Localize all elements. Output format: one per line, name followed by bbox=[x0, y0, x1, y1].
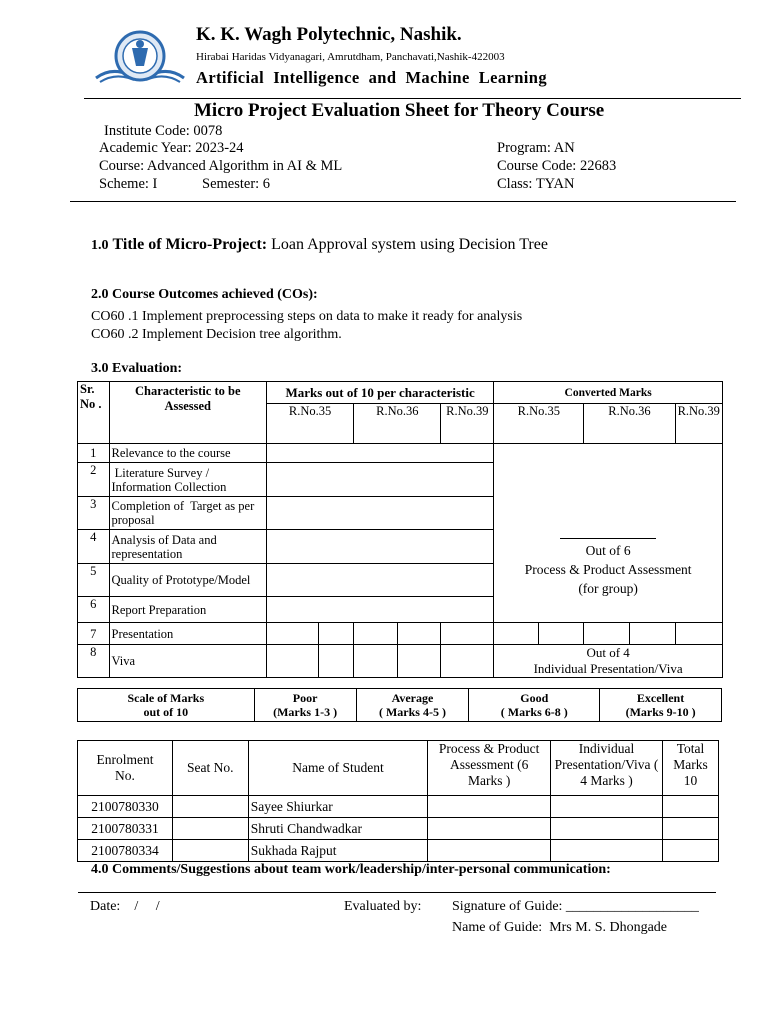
total-marks-header: Total Marks 10 bbox=[663, 741, 719, 796]
marks-cell[interactable] bbox=[441, 623, 494, 645]
scale-poor-label: Poor bbox=[292, 691, 318, 705]
individual-marks-cell[interactable] bbox=[551, 796, 663, 818]
header-divider bbox=[84, 98, 741, 99]
enrolment-no: 2100780330 bbox=[78, 796, 173, 818]
converted-cell[interactable] bbox=[675, 623, 722, 645]
group-assessment-sub: (for group) bbox=[578, 581, 638, 596]
scale-average-label: Average bbox=[391, 691, 434, 705]
marks-rno-35: R.No.35 bbox=[266, 404, 353, 444]
sr-no-header: Sr. No . bbox=[78, 382, 110, 444]
converted-rno-36: R.No.36 bbox=[584, 404, 675, 444]
table-row bbox=[78, 840, 719, 862]
row-characteristic: Report Preparation bbox=[109, 597, 266, 623]
marks-cell[interactable] bbox=[266, 463, 493, 497]
scheme: Scheme: I bbox=[99, 176, 158, 192]
guide-signature-field[interactable]: Signature of Guide: ___________________ bbox=[452, 899, 699, 914]
scale-excellent-range: (Marks 9-10 ) bbox=[625, 705, 696, 719]
institute-name: K. K. Wagh Polytechnic, Nashik. bbox=[196, 24, 462, 45]
total-marks-cell[interactable] bbox=[663, 818, 719, 840]
table-row bbox=[78, 796, 719, 818]
institute-address: Hirabai Haridas Vidyanagari, Amrutdham, Panchavati,Nashik-422003 bbox=[196, 51, 505, 63]
group-assessment-cell[interactable] bbox=[494, 444, 723, 623]
date-field[interactable]: Date: / / bbox=[90, 899, 160, 914]
marks-cell[interactable] bbox=[354, 645, 398, 678]
info-divider bbox=[70, 201, 736, 202]
individual-out-of: Out of 4 bbox=[586, 645, 630, 660]
row-sr: 2 bbox=[78, 463, 110, 497]
individual-marks-header: Individual Presentation/Viva ( 4 Marks ) bbox=[551, 741, 663, 796]
marks-cell[interactable] bbox=[441, 645, 494, 678]
student-name-header: Name of Student bbox=[248, 741, 428, 796]
row-sr: 8 bbox=[78, 645, 110, 678]
marks-cell[interactable] bbox=[266, 623, 318, 645]
scale-of-marks-table bbox=[77, 688, 722, 722]
row-characteristic: Literature Survey / Information Collection bbox=[109, 463, 266, 497]
row-characteristic: Completion of Target as per proposal bbox=[109, 497, 266, 530]
converted-cell[interactable] bbox=[630, 623, 675, 645]
college-logo bbox=[92, 26, 188, 86]
evaluation-heading: 3.0 Evaluation: bbox=[91, 361, 183, 376]
scale-label-line1: Scale of Marks bbox=[127, 691, 205, 705]
evaluated-by-label: Evaluated by: bbox=[344, 899, 422, 914]
row-sr: 1 bbox=[78, 444, 110, 463]
scale-excellent bbox=[600, 689, 722, 722]
class-name: Class: TYAN bbox=[497, 176, 575, 192]
project-title-label: Title of Micro-Project: bbox=[112, 236, 268, 253]
enrolment-no: 2100780334 bbox=[78, 840, 173, 862]
converted-cell[interactable] bbox=[584, 623, 630, 645]
converted-cell[interactable] bbox=[539, 623, 584, 645]
evaluation-table bbox=[77, 381, 723, 678]
student-name: Sukhada Rajput bbox=[248, 840, 428, 862]
seat-no-cell[interactable] bbox=[172, 796, 248, 818]
scale-average-range: ( Marks 4-5 ) bbox=[378, 705, 446, 719]
table-row bbox=[78, 444, 723, 463]
row-sr: 6 bbox=[78, 597, 110, 623]
group-out-of: Out of 6 bbox=[585, 543, 631, 558]
enrolment-no: 2100780331 bbox=[78, 818, 173, 840]
marks-cell[interactable] bbox=[266, 564, 493, 597]
scale-good-range: ( Marks 6-8 ) bbox=[500, 705, 568, 719]
process-marks-cell[interactable] bbox=[428, 796, 551, 818]
scale-average bbox=[356, 689, 469, 722]
row-sr: 3 bbox=[78, 497, 110, 530]
comments-line bbox=[78, 892, 716, 893]
table-row bbox=[78, 623, 723, 645]
row-characteristic: Analysis of Data and representation bbox=[109, 530, 266, 564]
program: Program: AN bbox=[497, 140, 575, 156]
converted-marks-header: Converted Marks bbox=[494, 382, 723, 404]
course-code: Course Code: 22683 bbox=[497, 158, 617, 174]
scale-good bbox=[469, 689, 600, 722]
scale-label bbox=[78, 689, 255, 722]
scale-poor-range: (Marks 1-3 ) bbox=[273, 705, 338, 719]
student-name: Shruti Chandwadkar bbox=[248, 818, 428, 840]
semester: Semester: 6 bbox=[202, 176, 271, 192]
marks-cell[interactable] bbox=[266, 497, 493, 530]
row-characteristic: Viva bbox=[109, 645, 266, 678]
seat-no-cell[interactable] bbox=[172, 818, 248, 840]
total-marks-cell[interactable] bbox=[663, 796, 719, 818]
scale-label-line2: out of 10 bbox=[143, 705, 189, 719]
total-marks-cell[interactable] bbox=[663, 840, 719, 862]
individual-assessment-label: Individual Presentation/Viva bbox=[533, 661, 683, 676]
academic-year: Academic Year: 2023-24 bbox=[99, 140, 244, 156]
course-outcomes-heading: 2.0 Course Outcomes achieved (COs): bbox=[91, 287, 318, 302]
marks-cell[interactable] bbox=[398, 623, 441, 645]
guide-name: Name of Guide: Mrs M. S. Dhongade bbox=[452, 920, 668, 935]
scale-poor bbox=[254, 689, 356, 722]
marks-cell[interactable] bbox=[354, 623, 398, 645]
sheet-title: Micro Project Evaluation Sheet for Theory Course bbox=[194, 100, 605, 121]
table-row bbox=[78, 818, 719, 840]
seat-no-cell[interactable] bbox=[172, 840, 248, 862]
enrolment-header: Enrolment No. bbox=[78, 741, 173, 796]
row-characteristic: Quality of Prototype/Model bbox=[109, 564, 266, 597]
marks-cell[interactable] bbox=[318, 645, 353, 678]
scale-good-label: Good bbox=[520, 691, 549, 705]
seat-no-header: Seat No. bbox=[172, 741, 248, 796]
course-outcome-1: CO60 .1 Implement preprocessing steps on data to make it ready for analysis bbox=[91, 309, 523, 324]
marks-cell[interactable] bbox=[318, 623, 353, 645]
students-table bbox=[77, 740, 719, 862]
process-marks-cell[interactable] bbox=[428, 818, 551, 840]
row-characteristic: Relevance to the course bbox=[109, 444, 266, 463]
student-name: Sayee Shiurkar bbox=[248, 796, 428, 818]
converted-rno-35: R.No.35 bbox=[494, 404, 584, 444]
institute-code: Institute Code: 0078 bbox=[104, 123, 223, 139]
comments-heading: 4.0 Comments/Suggestions about team work/leadership/inter-personal communication: bbox=[91, 862, 611, 877]
group-assessment-label: Process & Product Assessment bbox=[524, 562, 692, 577]
individual-assessment-cell[interactable] bbox=[494, 645, 723, 678]
marks-cell[interactable] bbox=[266, 597, 493, 623]
individual-marks-cell[interactable] bbox=[551, 818, 663, 840]
converted-rno-39: R.No.39 bbox=[675, 404, 722, 444]
row-sr: 7 bbox=[78, 623, 110, 645]
project-title-value: Loan Approval system using Decision Tree bbox=[271, 236, 548, 253]
individual-marks-cell[interactable] bbox=[551, 840, 663, 862]
table-row bbox=[78, 645, 723, 678]
process-marks-header: Process & Product Assessment (6 Marks ) bbox=[428, 741, 551, 796]
group-score-line bbox=[560, 538, 656, 539]
characteristic-header: Characteristic to be Assessed bbox=[109, 382, 266, 444]
row-sr: 4 bbox=[78, 530, 110, 564]
marks-header: Marks out of 10 per characteristic bbox=[266, 382, 493, 404]
scale-excellent-label: Excellent bbox=[636, 691, 685, 705]
process-marks-cell[interactable] bbox=[428, 840, 551, 862]
project-title-row bbox=[91, 236, 548, 254]
row-characteristic: Presentation bbox=[109, 623, 266, 645]
marks-cell[interactable] bbox=[266, 444, 493, 463]
course-outcome-2: CO60 .2 Implement Decision tree algorithm. bbox=[91, 327, 342, 342]
marks-cell[interactable] bbox=[266, 645, 318, 678]
marks-cell[interactable] bbox=[398, 645, 441, 678]
marks-cell[interactable] bbox=[266, 530, 493, 564]
department-name: Artificial Intelligence and Machine Learning bbox=[196, 68, 548, 87]
marks-rno-36: R.No.36 bbox=[354, 404, 441, 444]
section-number: 1.0 bbox=[91, 238, 109, 253]
marks-rno-39: R.No.39 bbox=[441, 404, 494, 444]
converted-cell[interactable] bbox=[494, 623, 539, 645]
row-sr: 5 bbox=[78, 564, 110, 597]
course-name: Course: Advanced Algorithm in AI & ML bbox=[99, 158, 343, 174]
